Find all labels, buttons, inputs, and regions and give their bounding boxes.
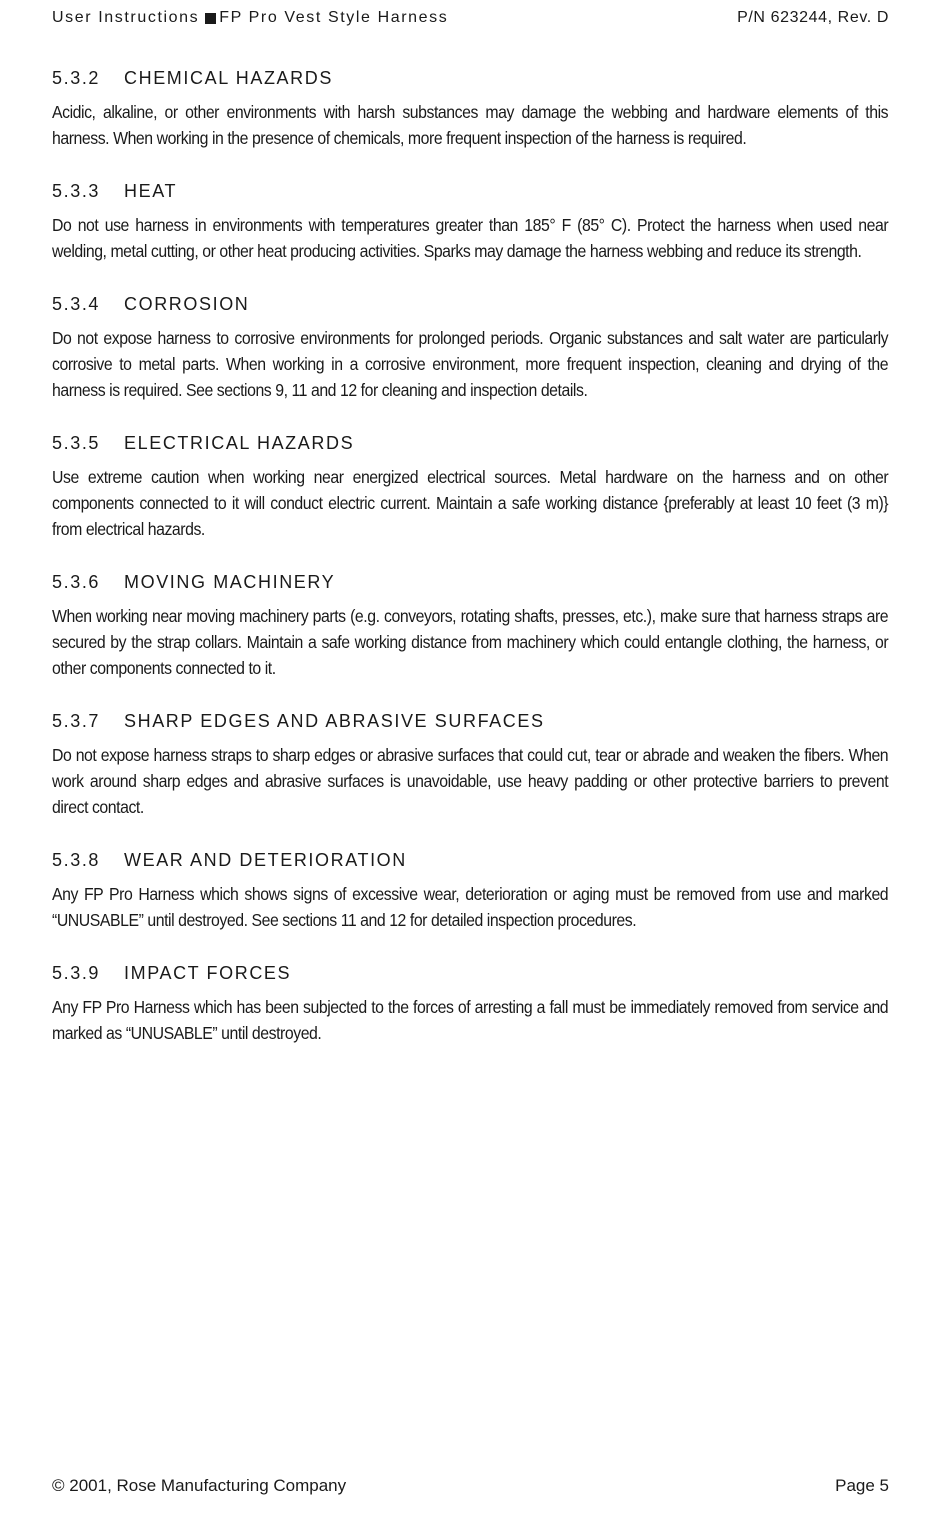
section-title: HEAT <box>124 181 178 201</box>
section-body: Do not use harness in environments with temperatures greater than 185° F (85° C). Protect the harness when used near welding, metal cutting, or other heat producing activities. Sparks may damage the harness webbing and reduce its strength. <box>52 215 889 261</box>
copyright: © 2001, Rose Manufacturing Company <box>52 1476 347 1495</box>
section-heading <box>52 179 889 203</box>
section-body: Do not expose harness straps to sharp edges or abrasive surfaces that could cut, tear or abrade and weaken the fibers. When work around sharp edges and abrasive surfaces is unavoidable, use heavy padding or other protective barriers to prevent direct contact. <box>52 745 889 817</box>
section-title: MOVING MACHINERY <box>124 572 336 592</box>
section-heading <box>52 292 889 316</box>
section-heat <box>52 179 889 264</box>
section-body: Do not expose harness to corrosive environments for prolonged periods. Organic substances and salt water are particularly corrosive to metal parts. When working in a corrosive environment, more frequent inspection, cleaning and drying of the harness is required. See sections 9, 11 and 12 for cleaning and inspection details. <box>52 328 889 400</box>
page-footer <box>52 1476 889 1496</box>
section-number: 5.3.8 <box>52 850 101 870</box>
section-heading <box>52 709 889 733</box>
section-body: Any FP Pro Harness which shows signs of excessive wear, deterioration or aging must be removed from use and marked “UNUSABLE” until destroyed. See sections 11 and 12 for detailed inspection procedures. <box>52 884 889 930</box>
header-title <box>52 9 448 27</box>
section-wear-deterioration <box>52 848 889 933</box>
section-sharp-edges <box>52 709 889 820</box>
section-impact-forces <box>52 961 889 1046</box>
square-bullet-icon <box>205 13 216 24</box>
section-heading <box>52 431 889 455</box>
section-number: 5.3.3 <box>52 181 101 201</box>
section-electrical-hazards <box>52 431 889 542</box>
document-body <box>52 66 889 1074</box>
header-product: FP Pro Vest Style Harness <box>219 9 449 26</box>
header-doc-type: User Instructions <box>52 9 200 26</box>
section-number: 5.3.9 <box>52 963 101 983</box>
section-heading <box>52 570 889 594</box>
section-title: IMPACT FORCES <box>124 963 292 983</box>
section-title: CHEMICAL HAZARDS <box>124 68 333 88</box>
section-moving-machinery <box>52 570 889 681</box>
header-part-number: P/N 623244, Rev. D <box>737 9 889 26</box>
section-title: ELECTRICAL HAZARDS <box>124 433 355 453</box>
section-number: 5.3.2 <box>52 68 101 88</box>
section-title: CORROSION <box>124 294 250 314</box>
section-title: WEAR AND DETERIORATION <box>124 850 407 870</box>
section-body: Any FP Pro Harness which has been subjected to the forces of arresting a fall must be immediately removed from service and marked as “UNUSABLE” until destroyed. <box>52 997 889 1043</box>
section-number: 5.3.7 <box>52 711 101 731</box>
section-body: Use extreme caution when working near energized electrical sources. Metal hardware on the harness and on other components connected to it will conduct electric current. Maintain a safe working distance {preferably at least 10 feet (3 m)} from electrical hazards. <box>52 467 889 539</box>
section-heading <box>52 848 889 872</box>
section-number: 5.3.6 <box>52 572 101 592</box>
section-body: Acidic, alkaline, or other environments with harsh substances may damage the webbing and hardware elements of this harness. When working in the presence of chemicals, more frequent inspection of the harness is required. <box>52 102 889 148</box>
page-header <box>52 9 889 27</box>
section-heading <box>52 66 889 90</box>
section-heading <box>52 961 889 985</box>
section-chemical-hazards <box>52 66 889 151</box>
page-number: Page 5 <box>835 1476 889 1495</box>
section-number: 5.3.5 <box>52 433 101 453</box>
section-body: When working near moving machinery parts (e.g. conveyors, rotating shafts, presses, etc.), make sure that harness straps are secured by the strap collars. Maintain a safe working distance from machinery which could entangle clothing, the harness, or other components connected to it. <box>52 606 889 678</box>
section-number: 5.3.4 <box>52 294 101 314</box>
section-title: SHARP EDGES AND ABRASIVE SURFACES <box>124 711 545 731</box>
section-corrosion <box>52 292 889 403</box>
